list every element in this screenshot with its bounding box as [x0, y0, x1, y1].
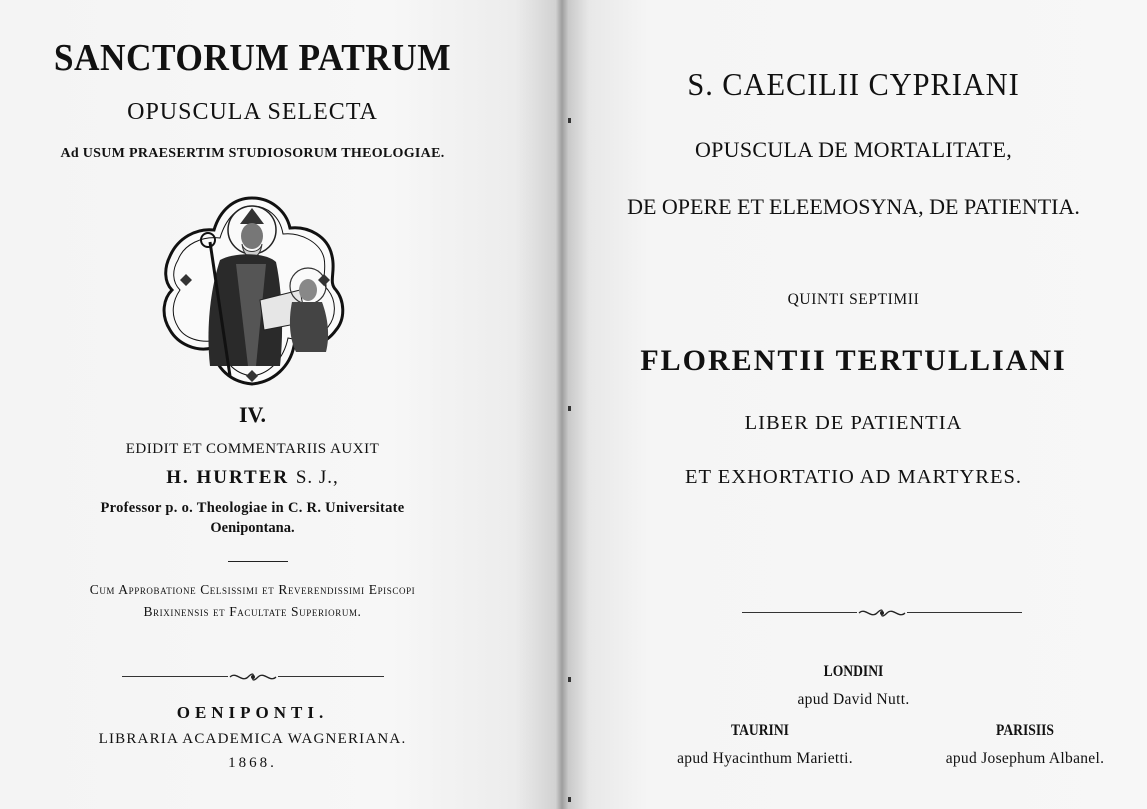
- imprint-place: OENIPONTI.: [176, 703, 329, 722]
- volume-number: IV.: [238, 402, 267, 427]
- turin-city: TAURINI: [731, 722, 789, 739]
- book-gutter: [556, 0, 568, 809]
- professor-line-2: Oenipontana.: [210, 520, 295, 536]
- london-city: LONDINI: [823, 663, 884, 680]
- approbation-line-2: Brixinensis et Facultate Superiorum.: [143, 604, 362, 619]
- left-page: [0, 0, 560, 809]
- turin-publisher: apud Hyacinthum Marietti.: [677, 750, 853, 767]
- series-subtitle: OPUSCULA SELECTA: [127, 99, 378, 125]
- cyprian-works-line-1: OPUSCULA DE MORTALITATE,: [694, 137, 1013, 162]
- imprint-publisher: LIBRARIA ACADEMICA WAGNERIANA.: [98, 731, 407, 747]
- divider-rule: [228, 561, 288, 562]
- series-title: SANCTORUM PATRUM: [53, 37, 452, 79]
- tertullian-name: FLORENTII TERTULLIANI: [640, 344, 1067, 377]
- editor-name-line: [0, 467, 505, 489]
- london-publisher: apud David Nutt.: [797, 691, 910, 708]
- right-page: [560, 0, 1147, 809]
- ornamental-rule-icon: [742, 606, 1022, 620]
- tertullian-intro: QUINTI SEPTIMII: [787, 291, 920, 308]
- paris-publisher: apud Josephum Albanel.: [945, 750, 1105, 767]
- imprint-year: 1868.: [228, 755, 277, 771]
- cyprian-works-line-2: DE OPERE ET ELEEMOSYNA, DE PATIENTIA.: [627, 194, 1080, 219]
- paris-city: PARISIIS: [996, 722, 1054, 739]
- approbation-line-1: Cum Approbatione Celsissimi et Reverendissimi Episcopi: [89, 582, 416, 597]
- tertullian-works-line-1: LIBER DE PATIENTIA: [744, 412, 963, 434]
- tertullian-works-line-2: ET EXHORTATIO AD MARTYRES.: [685, 466, 1022, 488]
- series-purpose: Ad USUM PRAESERTIM STUDIOSORUM THEOLOGIAE.: [60, 146, 445, 161]
- ornamental-rule-icon: [122, 670, 384, 684]
- editor-suffix: S. J.,: [295, 467, 339, 488]
- editor-intro: EDIDIT ET COMMENTARIIS AUXIT: [125, 441, 380, 457]
- professor-line-1: Professor p. o. Theologiae in C. R. Universitate: [100, 500, 405, 516]
- saint-augustine-emblem-icon: [150, 190, 355, 390]
- cyprian-title: S. CAECILII CYPRIANI: [687, 66, 1020, 102]
- editor-name: H. HURTER: [166, 467, 290, 488]
